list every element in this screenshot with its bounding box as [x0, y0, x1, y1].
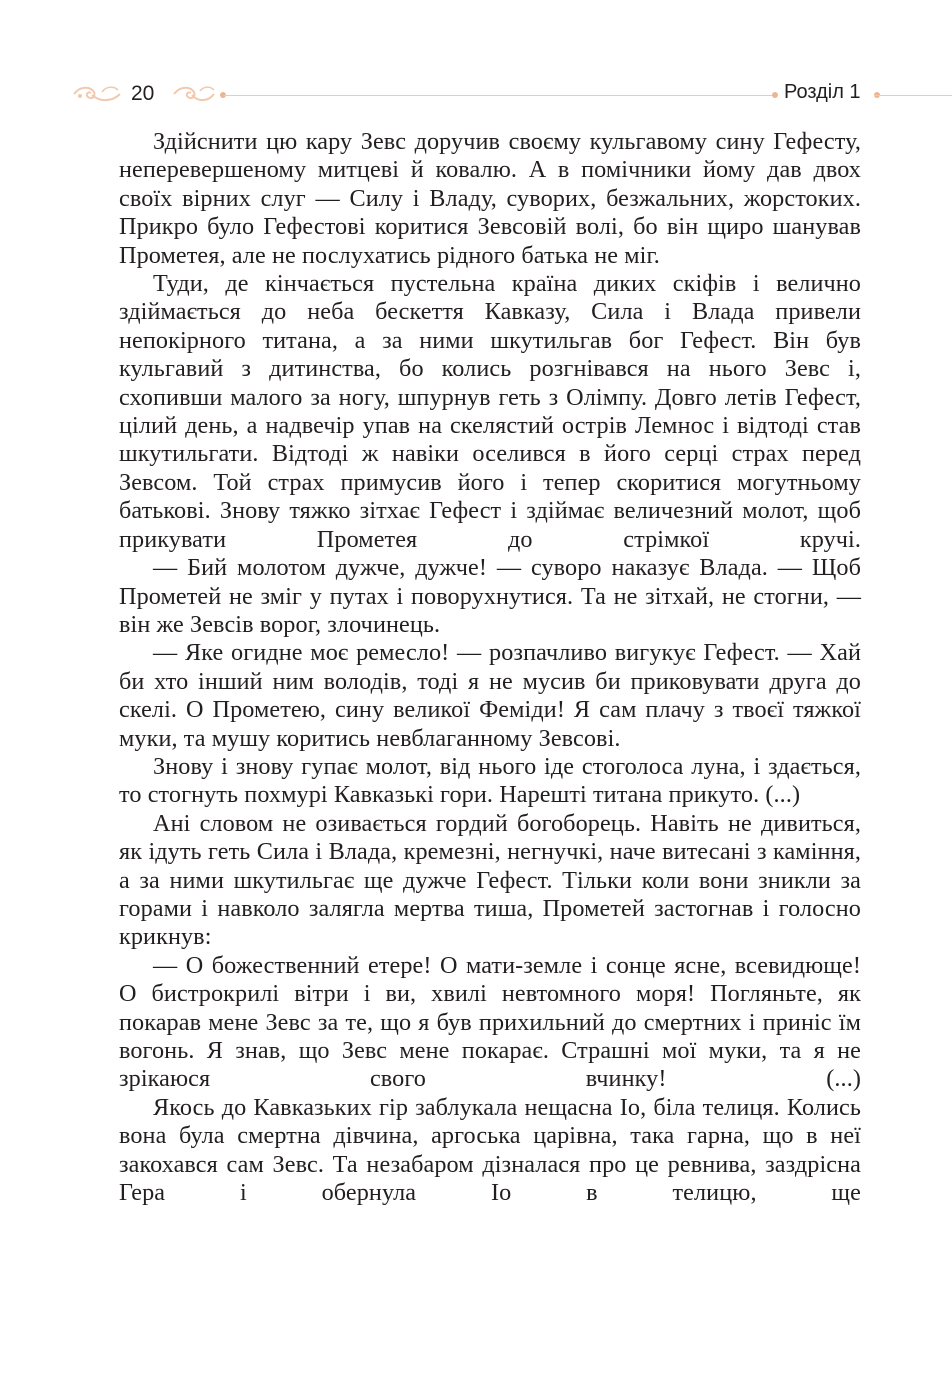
paragraph: — Бий молотом дужче, дужче! — суворо наказує Влада. — Щоб Прометей не зміг у путах і поворухнутися. Та не зітхай, не стогни, — він же Зевсів ворог, злочинець.	[119, 554, 861, 638]
paragraph: — О божественний етере! О мати-земле і сонце ясне, всевидюще! О бистрокрилі вітри і ви, хвилі невтомного моря! Погляньте, як покарав мене Зевс за те, що я був прихильний до смертних і приніс їм вогонь. Я знав, що Зевс мене покарає. Страшні мої муки, та я не зрікаюся свого вчинку! (...)	[119, 951, 861, 1093]
paragraph: Ані словом не озивається гордий богоборець. Навіть не дивиться, як ідуть геть Сила і Влада, кремезні, негнучкі, наче витесані з каміння, а за ними шкутильгає ще дужче Гефест. Тільки коли вони зникли за горами і навколо залягла мертва тиша, Прометей застогнав і голосно крикнув:	[119, 809, 861, 951]
section-label: Розділ 1	[784, 81, 861, 103]
paragraph: Туди, де кінчається пустельна країна диких скіфів і велично здіймається до неба бескеття Кавказу, Сила і Влада привели непокірного титана, а за ними шкутильгав бог Гефест. Він був кульгавий з дитинства, бо колись розгнівався на нього Зевс і, схопивши малого за ногу, шпурнув геть з Олімпу. Довго летів Гефест, цілий день, а надвечір упав на скелястий острів Лемнос і відтоді став шкутильгати. Відтоді ж навіки оселився в його серці страх перед Зевсом. Той страх примусив його і тепер скоритися могутньому батькові. Знову тяжко зітхає Гефест і здіймає величезний молот, щоб прикувати Прометея до стрімкої кручі.	[119, 270, 861, 553]
header-divider-line-right	[874, 95, 952, 96]
header-line-dot	[772, 92, 778, 98]
page-body-text	[119, 128, 861, 1207]
page-header	[0, 78, 952, 112]
left-ornament-icon	[72, 82, 124, 106]
paragraph: Якось до Кавказьких гір заблукала нещасна Іо, біла телиця. Колись вона була смертна дівчина, аргоська царівна, така гарна, що в неї закохався сам Зевс. Та незабаром дізналася про це ревнива, заздрісна Гера і обернула Іо в телицю, ще	[119, 1093, 861, 1207]
paragraph: Знову і знову гупає молот, від нього іде стоголоса луна, і здається, то стогнуть похмурі Кавказькі гори. Нарешті титана прикуто. (...)	[119, 752, 861, 809]
paragraph: Здійснити цю кару Зевс доручив своєму кульгавому сину Гефесту, неперевершеному митцеві й ковалю. А в помічники йому дав двох своїх вірних слуг — Силу і Владу, суворих, безжальних, жорстоких. Прикро було Гефестові коритися Зевсовій волі, бо він щиро шанував Прометея, але не послухатись рідного батька не міг.	[119, 128, 861, 269]
middle-ornament-icon	[170, 82, 218, 106]
header-divider-line	[224, 95, 776, 96]
page-number: 20	[131, 82, 155, 105]
paragraph: — Яке огидне моє ремесло! — розпачливо вигукує Гефест. — Хай би хто інший ним володів, тоді я не мусив би приковувати друга до скелі. О Прометею, сину великої Феміди! Я сам плачу з твоєї тяжкої муки, та мушу коритись невблаганному Зевсові.	[119, 639, 861, 752]
